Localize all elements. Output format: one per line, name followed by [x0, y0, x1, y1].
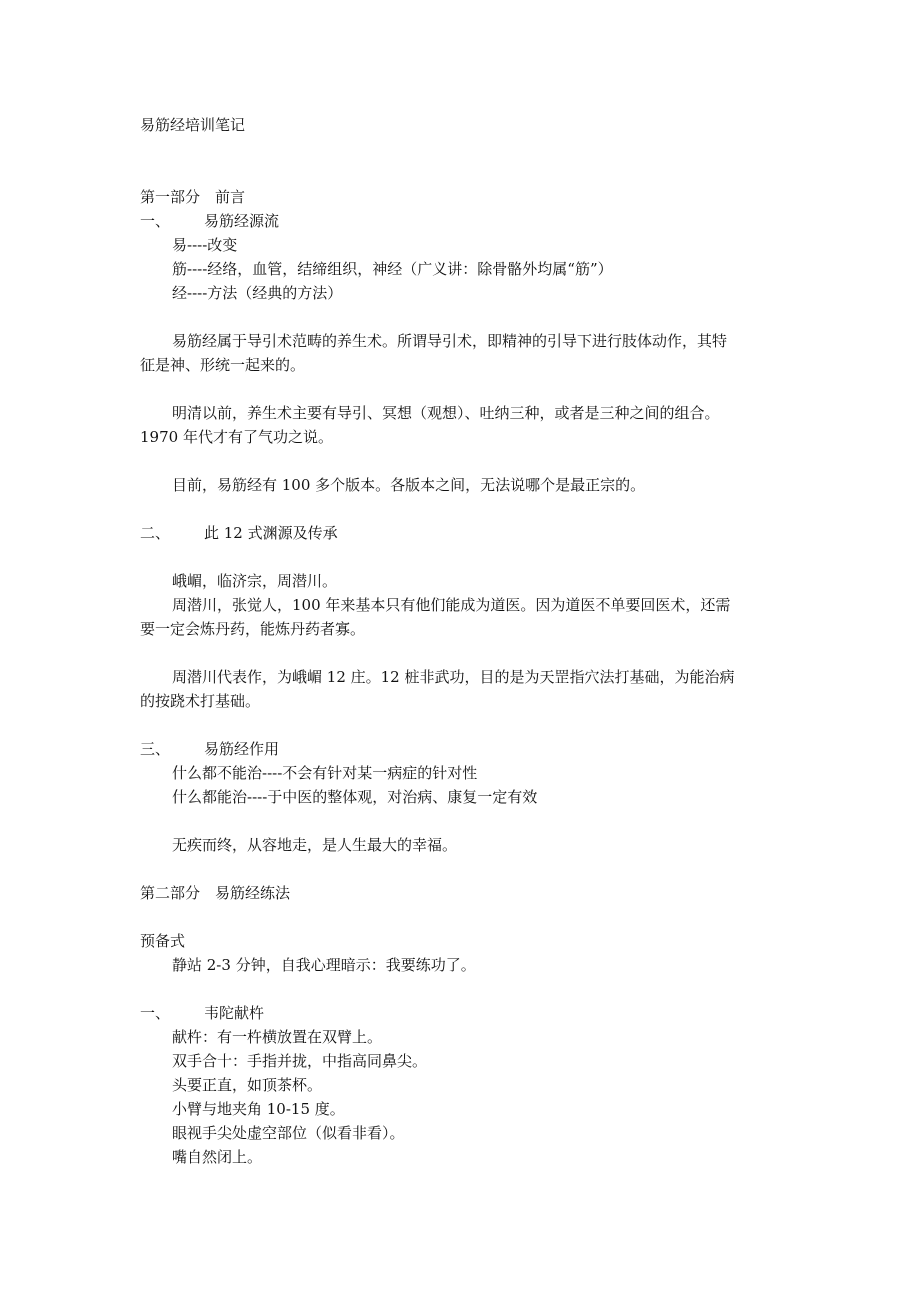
- text-line: 献杵：有一杵横放置在双臂上。: [172, 1028, 383, 1046]
- section-title: 韦陀献杵: [204, 1004, 265, 1022]
- paragraph-line: 无疾而终，从容地走，是人生最大的幸福。: [172, 836, 458, 854]
- section-heading: [140, 521, 338, 545]
- prep-title: 预备式: [140, 932, 186, 950]
- section-number: 二、: [140, 524, 171, 542]
- paragraph-line: 1970 年代才有了气功之说。: [140, 428, 333, 446]
- paragraph-line: 周潜川代表作，为峨嵋 12 庄。12 桩非武功，目的是为天罡指穴法打基础，为能治病: [172, 668, 735, 686]
- document-title: 易筋经培训笔记: [140, 116, 246, 134]
- text-line: 易----改变: [172, 236, 238, 254]
- paragraph-line: 易筋经属于导引术范畴的养生术。所谓导引术，即精神的引导下进行肢体动作，其特: [172, 332, 728, 350]
- paragraph-line: 峨嵋，临济宗，周潜川。: [172, 572, 338, 590]
- section-title: 易筋经作用: [204, 740, 280, 758]
- section-title: 易筋经源流: [204, 212, 280, 230]
- text-line: 什么都不能治----不会有针对某一病症的针对性: [172, 764, 478, 782]
- text-line: 经----方法（经典的方法）: [172, 284, 343, 302]
- text-line: 什么都能治----于中医的整体观，对治病、康复一定有效: [172, 788, 538, 806]
- section-heading: [140, 737, 279, 761]
- text-line: 双手合十：手指并拢，中指高同鼻尖。: [172, 1052, 428, 1070]
- paragraph-line: 目前，易筋经有 100 多个版本。各版本之间，无法说哪个是最正宗的。: [172, 476, 646, 494]
- section-heading: [140, 209, 279, 233]
- paragraph-line: 征是神、形统一起来的。: [140, 356, 306, 374]
- text-line: 嘴自然闭上。: [172, 1148, 263, 1166]
- text-line: 静站 2-3 分钟，自我心理暗示：我要练功了。: [172, 956, 476, 974]
- text-line: 头要正直，如顶茶杯。: [172, 1076, 323, 1094]
- section-number: 一、: [140, 212, 171, 230]
- part2-heading: 第二部分 易筋经练法: [140, 884, 291, 902]
- paragraph-line: 要一定会炼丹药，能炼丹药者寡。: [140, 620, 366, 638]
- text-line: 筋----经络，血管，结缔组织，神经（广义讲：除骨骼外均属“筋”）: [172, 260, 613, 278]
- section-title: 此 12 式渊源及传承: [204, 524, 338, 542]
- paragraph-line: 的按跷术打基础。: [140, 692, 261, 710]
- text-line: 小臂与地夹角 10-15 度。: [172, 1100, 345, 1118]
- part1-heading: 第一部分 前言: [140, 188, 246, 206]
- paragraph-line: 明清以前，养生术主要有导引、冥想（观想）、吐纳三种，或者是三种之间的组合。: [172, 404, 720, 422]
- section-number: 一、: [140, 1004, 171, 1022]
- section-number: 三、: [140, 740, 171, 758]
- paragraph-line: 周潜川，张觉人，100 年来基本只有他们能成为道医。因为道医不单要回医术，还需: [172, 596, 731, 614]
- section-heading: [140, 1001, 264, 1025]
- text-line: 眼视手尖处虚空部位（似看非看）。: [172, 1124, 405, 1142]
